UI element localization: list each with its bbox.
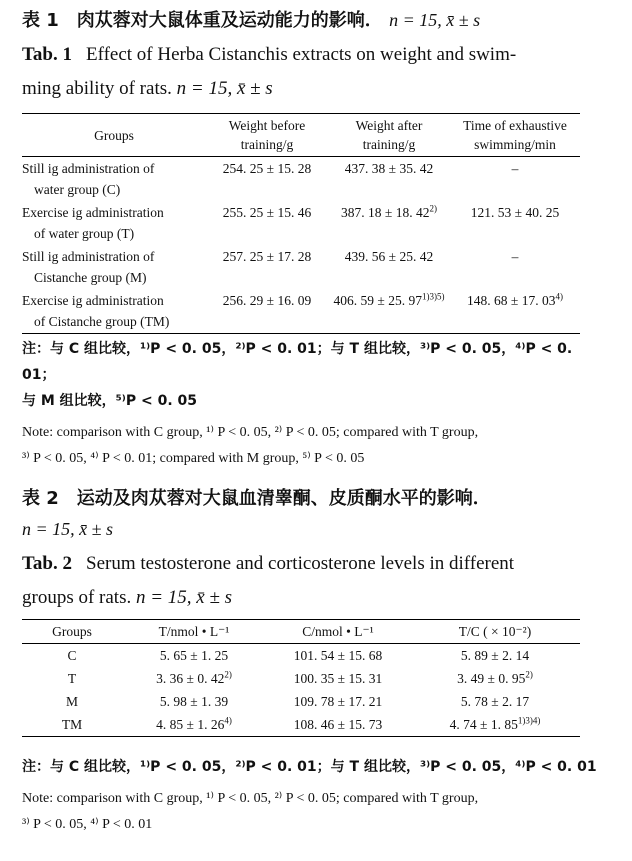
table1-caption-cn	[22, 8, 610, 33]
table1-label-en: Tab. 1	[22, 44, 72, 65]
t2-header-tc: T/C ( × 10⁻²)	[458, 624, 532, 639]
table1-note-cn-line1: 注：与 C 组比较，¹⁾P < 0. 05，²⁾P < 0. 01；与 T 组比较，³⁾P < 0. 05，⁴⁾P < 0. 01；	[22, 341, 573, 383]
table2-caption-en	[22, 547, 610, 615]
table-row: Exercise ig administration of Cistanche group (TM) 256. 29 ± 16. 09 406. 59 ± 25. $97^{1)3)5)}$ 148. 68 ± 17. 03$^{4)}$	[22, 289, 580, 334]
table2-title-en-line1: Serum testosterone and corticosterone levels in different	[86, 553, 515, 574]
table1-note-cn-line2: 与 M 组比较，⁵⁾P < 0. 05	[22, 393, 197, 409]
table1-stat-en: n = 15, x̄ ± s	[176, 78, 273, 99]
t1-header-weight-after: Weight after training/g	[355, 118, 423, 152]
t2-header-t: T/nmol • L⁻¹	[158, 624, 230, 639]
table2-note-en-line2: ³⁾ P < 0. 05, ⁴⁾ P < 0. 01	[22, 817, 153, 832]
table2	[22, 619, 580, 737]
table1-title-en-line2: ming ability of rats.	[22, 78, 172, 99]
t1-header-time: Time of exhaustive swimming/min	[463, 118, 567, 152]
table1-notes	[22, 336, 610, 472]
t1-header-groups: Groups	[94, 127, 134, 143]
table1-note-en-line1: Note: comparison with C group, ¹⁾ P < 0. 05, ²⁾ P < 0. 05; compared with T group,	[22, 425, 479, 440]
table2-stat-en: n = 15, x̄ ± s	[135, 587, 233, 608]
table2-note-en-line1: Note: comparison with C group, ¹⁾ P < 0. 05, ²⁾ P < 0. 05; compared with T group,	[22, 791, 479, 806]
table1	[22, 113, 580, 334]
table2-title-en-line2: groups of rats.	[22, 587, 132, 608]
table-row: C 5. 65 ± 1. 25 101. 54 ± 15. 68 5. 89 ± 2. 14	[67, 648, 530, 663]
table1-caption-en	[22, 38, 610, 106]
table-row: TM 4. 85 ± 1. 26$^{4)}$ 108. 46 ± 15. 73 4. 74 ± 1. $85^{1)3)4)}$	[22, 713, 580, 737]
table1-note-en-line2: ³⁾ P < 0. 05, ⁴⁾ P < 0. 01; compared with M group, ⁵⁾ P < 0. 05	[22, 451, 365, 466]
table2-caption-cn	[22, 487, 610, 542]
table2-note-cn: 注：与 C 组比较，¹⁾P < 0. 05，²⁾P < 0. 01；与 T 组比较，³⁾P < 0. 05，⁴⁾P < 0. 01	[22, 759, 597, 775]
table1-title-en-line1: Effect of Herba Cistanchis extracts on weight and swim-	[86, 44, 517, 65]
table2-title-cn: 表 2 运动及肉苁蓉对大鼠血清睾酮、皮质酮水平的影响．	[22, 488, 491, 509]
table2-label-en: Tab. 2	[22, 553, 72, 574]
table-row: Still ig administration of water group (C) 254. 25 ± 15. 28 437. 38 ± 35. 42 –	[22, 161, 519, 197]
t2-header-groups: Groups	[52, 624, 92, 639]
table2-notes	[22, 754, 610, 838]
table-row: T 3. 36 ± 0. 42$^{2)}$ 100. 35 ± 15. 31 3. 49 ± 0. 95$^{2)}$	[67, 669, 533, 686]
table-row: M 5. 98 ± 1. 39 109. 78 ± 17. 21 5. 78 ± 2. 17	[65, 694, 530, 709]
t2-header-c: C/nmol • L⁻¹	[302, 624, 374, 639]
table-row: Still ig administration of Cistanche group (M) 257. 25 ± 17. 28 439. 56 ± 25. 42 –	[22, 249, 519, 285]
table1-stat-cn: n = 15, x̄ ± s	[389, 10, 481, 30]
table-row: Exercise ig administration of water group (T) 255. 25 ± 15. 46 387. 18 ± 18. 42$^{2)}$ 121. 53 ± 40. 25	[22, 203, 560, 241]
t1-header-weight-before: Weight before training/g	[228, 118, 306, 152]
table2-stat-cn: n = 15, x̄ ± s	[22, 519, 114, 539]
table1-title-cn: 表 1 肉苁蓉对大鼠体重及运动能力的影响．	[22, 10, 383, 31]
